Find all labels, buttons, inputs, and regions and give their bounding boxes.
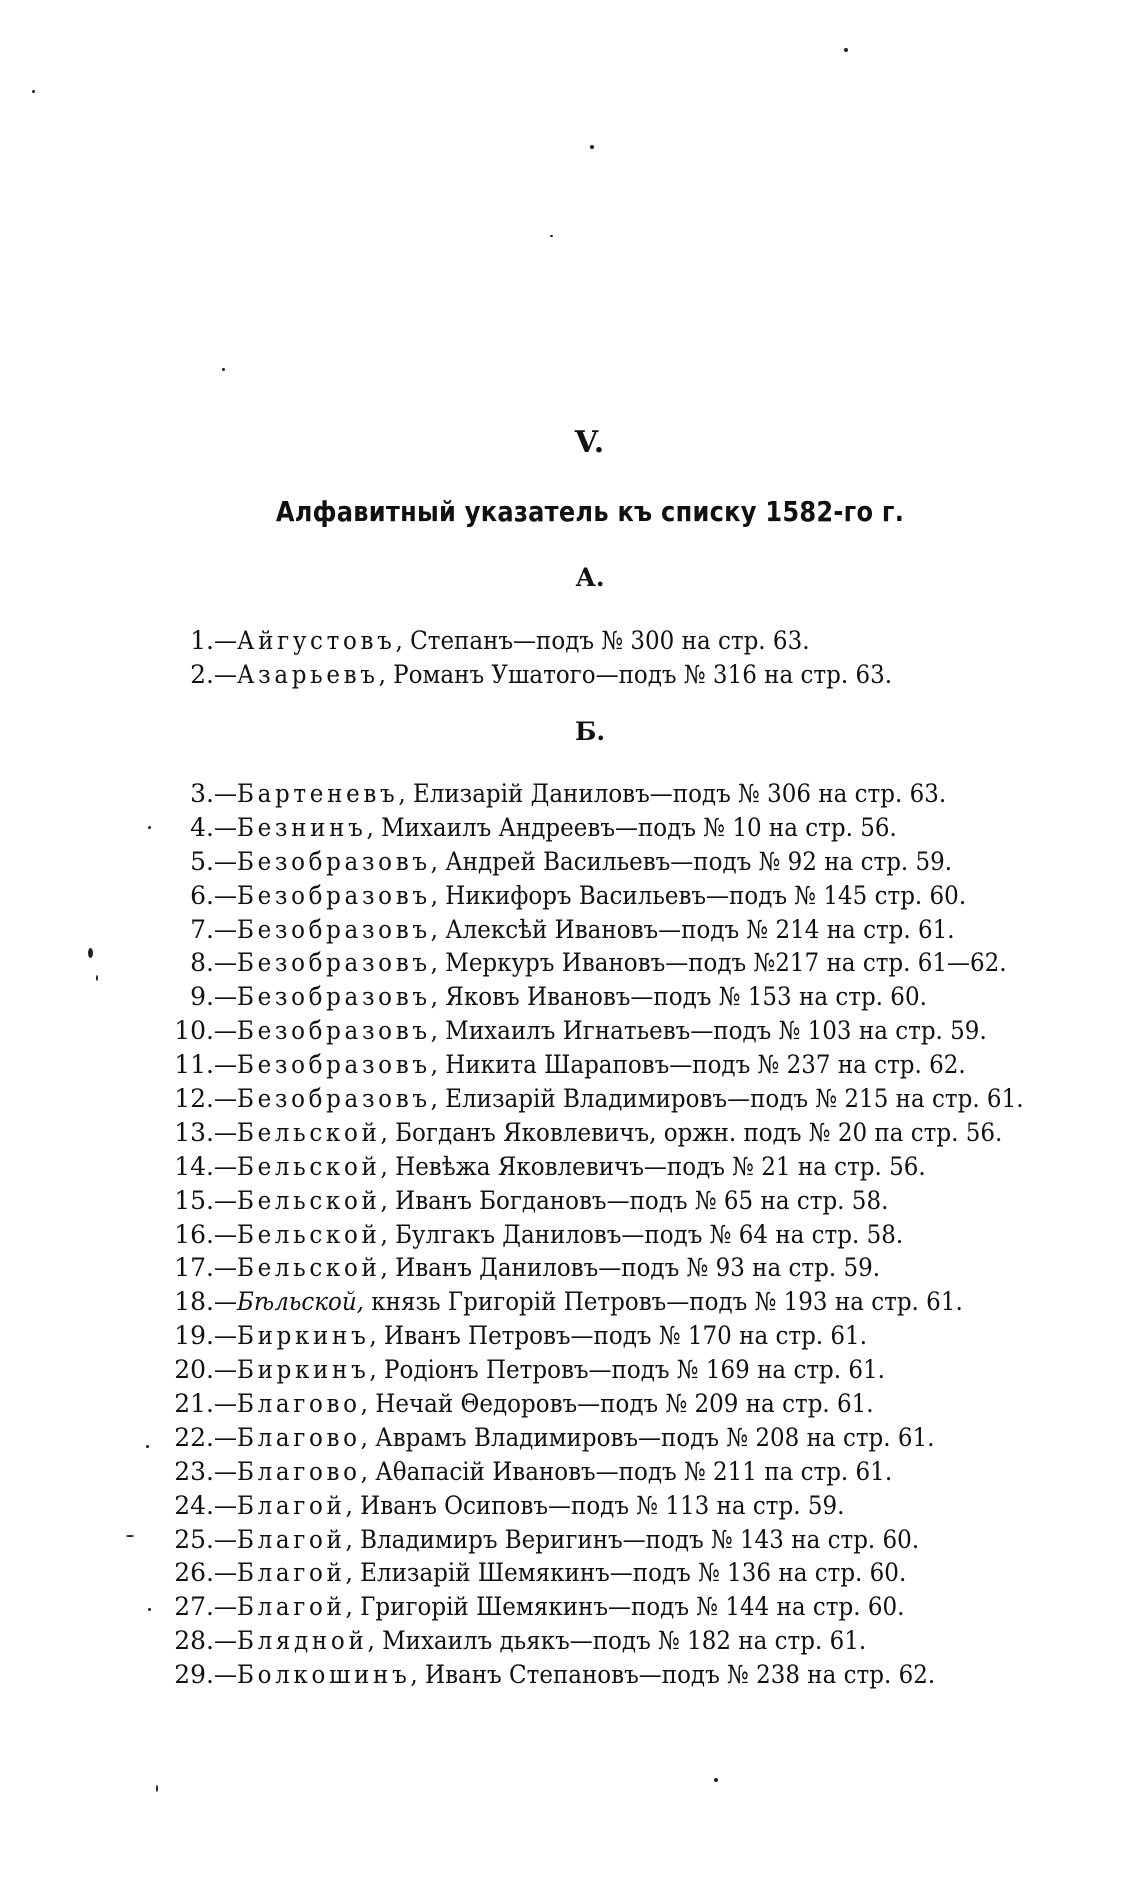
index-entry xyxy=(0,1455,1140,1489)
entry-number: 1. xyxy=(190,626,214,655)
entry-text xyxy=(214,1184,888,1218)
entry-details: , Меркуръ Ивановъ—подъ №217 на стр. 61—62. xyxy=(430,948,1007,978)
entry-surname: Благой xyxy=(237,1490,346,1520)
index-entry xyxy=(0,980,1140,1014)
entry-dash: — xyxy=(214,1626,237,1656)
section-number: V. xyxy=(574,425,606,460)
entry-details: , Владимиръ Веригинъ—подъ № 143 на стр. 60. xyxy=(345,1524,920,1554)
entry-details: , Богданъ Яковлевичъ, оржн. подъ № 20 па стр. 56. xyxy=(380,1117,1003,1147)
entry-number: 9. xyxy=(190,982,214,1012)
entry-surname: Бельской xyxy=(237,1219,381,1249)
entry-surname: Бартеневъ xyxy=(237,779,399,808)
entry-number: 17. xyxy=(174,1253,214,1283)
entry-surname: Бельской xyxy=(237,1151,381,1181)
entry-text xyxy=(214,1150,926,1184)
index-entry xyxy=(0,1048,1140,1082)
index-entry xyxy=(0,1556,1140,1590)
scan-speck xyxy=(222,368,225,371)
entry-number: 13. xyxy=(174,1117,214,1147)
entry-text xyxy=(214,1387,874,1421)
entry-text xyxy=(214,1556,906,1590)
entry-number: 22. xyxy=(174,1422,214,1452)
entry-text xyxy=(214,879,966,913)
entry-dash: — xyxy=(214,1117,237,1147)
entry-details: , Михаилъ Игнатьевъ—подъ № 103 на стр. 59. xyxy=(430,1016,987,1046)
entry-details: , Яковъ Ивановъ—подъ № 153 на стр. 60. xyxy=(430,982,927,1012)
entry-surname: Бельской xyxy=(237,1117,381,1147)
entry-text xyxy=(214,980,927,1014)
entry-text xyxy=(214,1523,919,1557)
entry-surname: Бѣльской, xyxy=(237,1287,364,1317)
entry-dash: — xyxy=(214,1524,237,1554)
entry-dash: — xyxy=(214,1084,237,1114)
index-entry xyxy=(0,1251,1140,1285)
entry-dash: — xyxy=(214,880,237,910)
entry-text xyxy=(214,1082,1024,1116)
entry-surname: Безобразовъ xyxy=(237,846,431,876)
entry-number: 19. xyxy=(174,1321,214,1351)
entry-dash: — xyxy=(214,982,237,1012)
entry-dash: — xyxy=(214,1016,237,1046)
entry-dash: — xyxy=(214,1050,237,1080)
entry-dash: — xyxy=(214,1422,237,1452)
entry-details: , Григорій Шемякинъ—подъ № 144 на стр. 60. xyxy=(345,1592,905,1622)
index-entry xyxy=(0,811,1140,845)
entry-details: , Елизарій Владимировъ—подъ № 215 на стр. 61. xyxy=(430,1084,1024,1114)
entry-text xyxy=(214,1455,892,1489)
entry-number: 29. xyxy=(174,1660,214,1690)
entry-surname: Безобразовъ xyxy=(237,948,431,978)
entry-details: , Иванъ Даниловъ—подъ № 93 на стр. 59. xyxy=(380,1253,881,1283)
index-entry xyxy=(0,1658,1140,1692)
index-entry xyxy=(0,1319,1140,1353)
entry-number: 4. xyxy=(190,812,214,842)
entry-surname: Благой xyxy=(237,1524,346,1554)
entry-number: 6. xyxy=(190,880,214,910)
entry-details: , Елизарій Даниловъ—подъ № 306 на стр. 63. xyxy=(398,779,947,808)
entry-dash: — xyxy=(214,1219,237,1249)
entry-text xyxy=(214,1285,963,1319)
entry-number: 12. xyxy=(174,1084,214,1114)
letter-heading-b: Б. xyxy=(574,717,606,746)
entry-text xyxy=(214,913,955,947)
entry-details: , Михаилъ Андреевъ—подъ № 10 на стр. 56. xyxy=(366,812,897,842)
entry-details: , Иванъ Степановъ—подъ № 238 на стр. 62. xyxy=(410,1660,936,1690)
entry-details: , Михаилъ дьякъ—подъ № 182 на стр. 61. xyxy=(367,1626,867,1656)
entry-surname: Безнинъ xyxy=(237,812,367,842)
entry-details: , Никита Шараповъ—подъ № 237 на стр. 62. xyxy=(430,1050,966,1080)
index-entry xyxy=(0,1624,1140,1658)
entry-text xyxy=(214,1658,935,1692)
entry-surname: Биркинъ xyxy=(237,1355,370,1385)
entry-dash: — xyxy=(214,1389,237,1419)
entry-surname: Бельской xyxy=(237,1253,381,1283)
entry-surname: Безобразовъ xyxy=(237,880,431,910)
scan-speck xyxy=(32,90,35,93)
page-title: Алфавитный указатель къ списку 1582-го г. xyxy=(275,495,905,528)
entry-text xyxy=(214,777,946,811)
entry-details: , Степанъ—подъ № 300 на стр. 63. xyxy=(395,626,810,655)
entry-text xyxy=(214,1251,880,1285)
entry-dash: — xyxy=(214,1321,237,1351)
entry-number: 26. xyxy=(174,1558,214,1588)
entry-text xyxy=(214,1218,903,1252)
entry-text xyxy=(214,946,1007,980)
entry-dash: — xyxy=(214,626,237,655)
entry-details: , Невѣжа Яковлевичъ—подъ № 21 на стр. 56. xyxy=(380,1151,926,1181)
entry-number: 3. xyxy=(190,779,214,808)
entry-surname: Болкошинъ xyxy=(237,1660,411,1690)
index-entry xyxy=(0,1184,1140,1218)
index-entry xyxy=(0,1218,1140,1252)
entry-number: 15. xyxy=(174,1185,214,1215)
entry-number: 20. xyxy=(174,1355,214,1385)
index-entry xyxy=(0,946,1140,980)
entry-dash: — xyxy=(214,1253,237,1283)
entry-surname: Безобразовъ xyxy=(237,1016,431,1046)
entry-number: 27. xyxy=(174,1592,214,1622)
entry-list-b xyxy=(0,777,1140,1692)
entry-dash: — xyxy=(214,846,237,876)
index-entry xyxy=(0,777,1140,811)
index-entry xyxy=(0,1116,1140,1150)
entry-details: , Романъ Ушатого—подъ № 316 на стр. 63. xyxy=(378,659,893,689)
entry-dash: — xyxy=(214,914,237,944)
entry-surname: Благой xyxy=(237,1592,346,1622)
entry-details: , Никифоръ Васильевъ—подъ № 145 стр. 60. xyxy=(430,880,967,910)
index-entry xyxy=(0,913,1140,947)
entry-dash: — xyxy=(214,1558,237,1588)
entry-dash: — xyxy=(214,1456,237,1486)
entry-number: 11. xyxy=(174,1050,214,1080)
entry-dash: — xyxy=(214,1151,237,1181)
entry-text xyxy=(214,1353,885,1387)
entry-number: 24. xyxy=(174,1490,214,1520)
entry-surname: Благово xyxy=(237,1389,361,1419)
entry-details: , Иванъ Осиповъ—подъ № 113 на стр. 59. xyxy=(345,1490,845,1520)
entry-text xyxy=(214,811,897,845)
scan-speck xyxy=(550,235,553,237)
index-entry xyxy=(0,1285,1140,1319)
entry-details: , Булгакъ Даниловъ—подъ № 64 на стр. 58. xyxy=(380,1219,904,1249)
entry-number: 28. xyxy=(174,1626,214,1656)
entry-text xyxy=(214,1116,1002,1150)
scan-speck xyxy=(590,145,594,149)
scan-speck xyxy=(714,1778,718,1782)
entry-details: , Алексѣй Ивановъ—подъ № 214 на стр. 61. xyxy=(430,914,955,944)
scan-speck xyxy=(156,1785,158,1792)
index-entry xyxy=(0,1014,1140,1048)
entry-dash: — xyxy=(214,659,237,689)
entry-surname: Бельской xyxy=(237,1185,381,1215)
entry-number: 7. xyxy=(190,914,214,944)
entry-details: князь Григорій Петровъ—подъ № 193 на стр. 61. xyxy=(363,1287,963,1317)
index-entry xyxy=(0,1421,1140,1455)
entry-surname: Азарьевъ xyxy=(237,659,379,689)
entry-dash: — xyxy=(214,1185,237,1215)
entry-text xyxy=(214,1014,987,1048)
entry-surname: Благой xyxy=(237,1558,346,1588)
entry-number: 21. xyxy=(174,1389,214,1419)
entry-text xyxy=(214,1048,966,1082)
index-entry xyxy=(0,1082,1140,1116)
index-entry xyxy=(0,845,1140,879)
entry-number: 2. xyxy=(190,659,214,689)
index-entry xyxy=(0,1353,1140,1387)
entry-number: 10. xyxy=(174,1016,214,1046)
entry-dash: — xyxy=(214,779,237,808)
entry-details: , Аθапасій Ивановъ—подъ № 211 па стр. 61. xyxy=(360,1456,893,1486)
entry-surname: Биркинъ xyxy=(237,1321,370,1351)
entry-details: , Елизарій Шемякинъ—подъ № 136 на стр. 60. xyxy=(345,1558,907,1588)
entry-surname: Благово xyxy=(237,1422,361,1452)
entry-text xyxy=(214,1421,934,1455)
entry-text xyxy=(214,1590,904,1624)
entry-text xyxy=(214,1319,867,1353)
scan-speck xyxy=(844,48,848,52)
index-entry xyxy=(0,1523,1140,1557)
letter-heading-a: А. xyxy=(575,563,605,592)
entry-dash: — xyxy=(214,1592,237,1622)
entry-text xyxy=(214,845,952,879)
entry-surname: Безобразовъ xyxy=(237,982,431,1012)
entry-surname: Айгустовъ xyxy=(237,626,396,655)
index-entry xyxy=(0,658,1140,692)
entry-dash: — xyxy=(214,1660,237,1690)
index-entry xyxy=(0,1590,1140,1624)
entry-number: 8. xyxy=(190,948,214,978)
index-entry xyxy=(0,1387,1140,1421)
entry-surname: Безобразовъ xyxy=(237,1084,431,1114)
entry-number: 5. xyxy=(190,846,214,876)
entry-details: , Нечай Θедоровъ—подъ № 209 на стр. 61. xyxy=(360,1389,874,1419)
entry-surname: Блядной xyxy=(237,1626,368,1656)
entry-surname: Безобразовъ xyxy=(237,1050,431,1080)
index-entry xyxy=(0,1150,1140,1184)
entry-text xyxy=(214,1624,866,1658)
entry-dash: — xyxy=(214,1355,237,1385)
index-entry xyxy=(0,1489,1140,1523)
entry-surname: Безобразовъ xyxy=(237,914,431,944)
entry-details: , Андрей Васильевъ—подъ № 92 на стр. 59. xyxy=(430,846,953,876)
entry-number: 16. xyxy=(174,1219,214,1249)
entry-details: , Аврамъ Владимировъ—подъ № 208 на стр. 61. xyxy=(360,1422,935,1452)
entry-surname: Благово xyxy=(237,1456,361,1486)
entry-details: , Иванъ Богдановъ—подъ № 65 на стр. 58. xyxy=(380,1185,889,1215)
entry-list-a xyxy=(0,624,1140,692)
entry-number: 18. xyxy=(174,1287,214,1317)
entry-text xyxy=(214,624,810,658)
entry-dash: — xyxy=(214,1490,237,1520)
entry-text xyxy=(214,1489,844,1523)
entry-details: , Иванъ Петровъ—подъ № 170 на стр. 61. xyxy=(369,1321,868,1351)
entry-dash: — xyxy=(214,948,237,978)
entry-number: 14. xyxy=(174,1151,214,1181)
entry-text xyxy=(214,658,892,692)
index-entry xyxy=(0,879,1140,913)
entry-details: , Родіонъ Петровъ—подъ № 169 на стр. 61. xyxy=(369,1355,885,1385)
entry-dash: — xyxy=(214,812,237,842)
entry-number: 23. xyxy=(174,1456,214,1486)
entry-number: 25. xyxy=(174,1524,214,1554)
entry-dash: — xyxy=(214,1287,237,1317)
index-entry xyxy=(0,624,1140,658)
